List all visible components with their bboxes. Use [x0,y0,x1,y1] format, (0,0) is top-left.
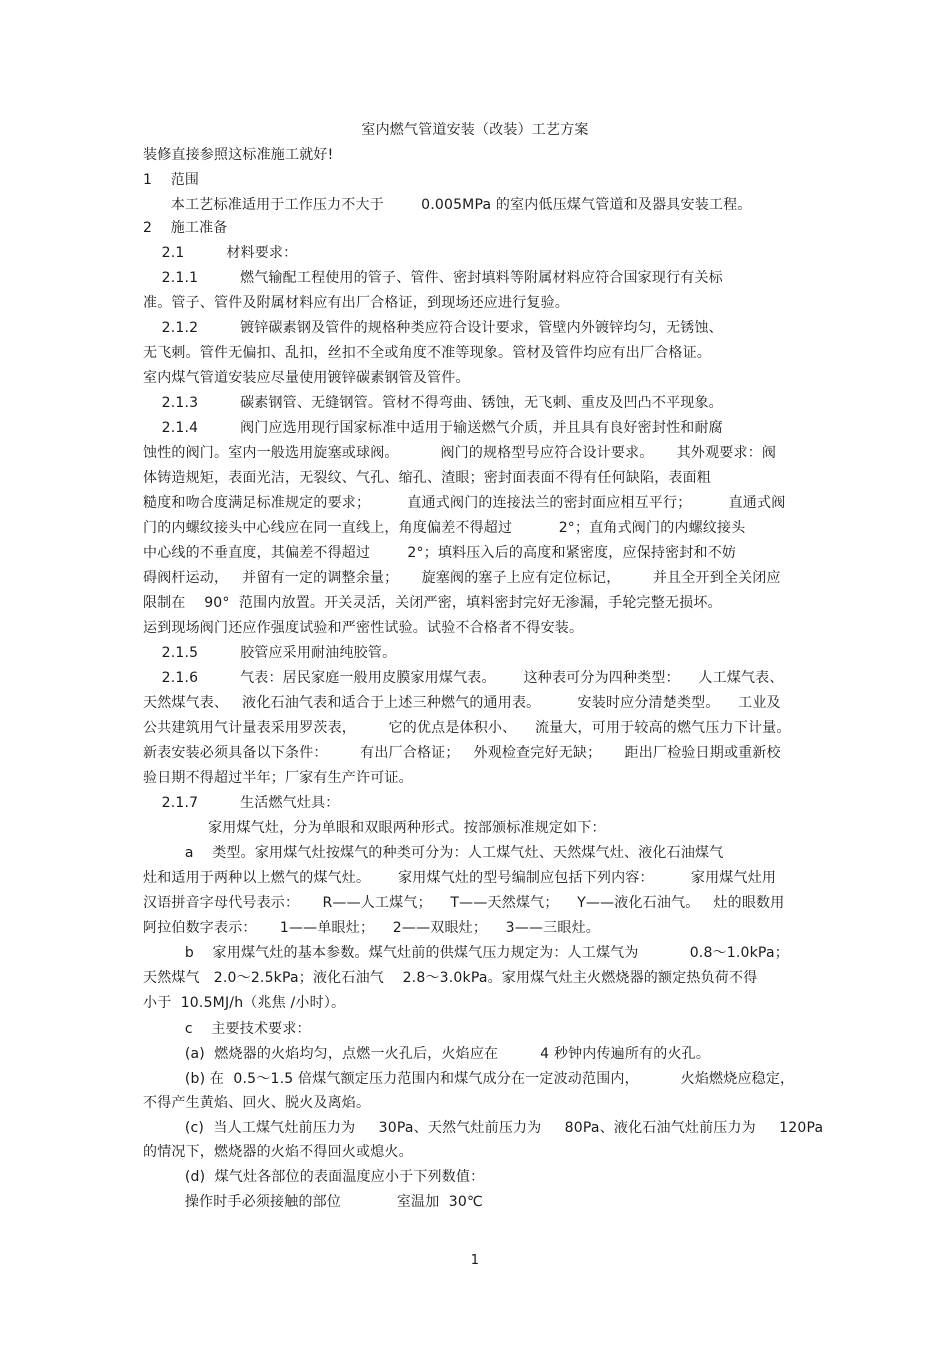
text-line: 2.1.1 燃气输配工程使用的管子、管件、密封填料等附属材料应符合国家现行有关标 [143,270,723,286]
text-line: 体铸造规矩，表面光洁，无裂纹、气孔、缩孔、渣眼；密封面表面不得有任何缺陷，表面粗 [143,470,711,486]
text-line: 门的内螺纹接头中心线应在同一直线上，角度偏差不得超过 2°；直角式阀门的内螺纹接头 [143,520,746,536]
text-line: 天然煤气表、 液化石油气表和适合于上述三种燃气的通用表。 安装时应分清楚类型。 工业及 [143,695,781,711]
text-line: (b) 在 0.5～1.5 倍煤气额定压力范围内和煤气成分在一定波动范围内， 火焰燃烧应稳定， [143,1071,795,1087]
text-line: (a) 燃烧器的火焰均匀，点燃一火孔后，火焰应在 4 秒钟内传遍所有的火孔。 [143,1046,711,1062]
text-line: 糙度和吻合度满足标准规定的要求； 直通式阀门的连接法兰的密封面应相互平行； 直通式阀 [143,495,786,511]
text-line: 准。管子、管件及附属材料应有出厂合格证，到现场还应进行复验。 [143,295,569,311]
text-line: 运到现场阀门还应作强度试验和严密性试验。试验不合格者不得安装。 [143,620,584,636]
text-line: 无飞刺。管件无偏扣、乱扣，丝扣不全或角度不准等现象。管材及管件均应有出厂合格证。 [143,345,711,361]
text-line: 2.1.2 镀锌碳素钢及管件的规格种类应符合设计要求，管壁内外镀锌均匀，无锈蚀、 [143,320,723,336]
text-line: b 家用煤气灶的基本参数。煤气灶前的供煤气压力规定为：人工煤气为 0.8～1.0kPa； [143,945,789,961]
text-line: 限制在 90° 范围内放置。开关灵活，关闭严密，填料密封完好无渗漏，手轮完整无损坏。 [143,595,722,611]
text-line: 新表安装必须具备以下条件： 有出厂合格证； 外观检查完好无缺； 距出厂检验日期或重新校 [143,745,781,761]
text-line: 不得产生黄焰、回火、脱火及离焰。 [143,1095,371,1111]
text-line: 中心线的不垂直度，其偏差不得超过 2°；填料压入后的高度和紧密度，应保持密封和不妨 [143,545,737,561]
text-line: 操作时手必须接触的部位 室温加 30℃ [143,1194,483,1210]
text-line: a 类型。家用煤气灶按煤气的种类可分为：人工煤气灶、天然煤气灶、液化石油煤气 [143,845,724,861]
text-line: 灶和适用于两种以上燃气的煤气灶。 家用煤气灶的型号编制应包括下列内容： 家用煤气灶用 [143,870,777,886]
text-line: 2.1.3 碳素钢管、无缝钢管。管材不得弯曲、锈蚀，无飞刺、重皮及凹凸不平现象。 [143,395,723,411]
text-line: (c) 当人工煤气灶前压力为 30Pa、天然气灶前压力为 80Pa、液化石油气灶前压力为 120Pa [143,1120,824,1136]
text-line: 蚀性的阀门。室内一般选用旋塞或球阀。 阀门的规格型号应符合设计要求。 其外观要求：阀 [143,445,777,461]
text-line: 本工艺标准适用于工作压力不大于 0.005MPa 的室内低压煤气管道和及器具安装工程。 [143,197,752,213]
text-line: 室内煤气管道安装应尽量使用镀锌碳素钢管及管件。 [143,370,470,386]
text-line: 2.1.7 生活燃气灶具： [143,795,340,811]
text-line: 小于 10.5MJ/h（兆焦 /小时）。 [143,995,346,1011]
document-title: 室内燃气管道安装（改装）工艺方案 [361,122,589,138]
text-line: 2.1 材料要求： [143,245,298,261]
text-line: 天然煤气 2.0～2.5kPa；液化石油气 2.8～3.0kPa。家用煤气灶主火燃烧器的额定热负荷不得 [143,970,758,986]
text-line: 装修直接参照这标准施工就好! [143,147,334,163]
text-line: 家用煤气灶，分为单眼和双眼两种形式。按部颁标准规定如下： [143,820,606,836]
section-heading: 2 施工准备 [143,220,228,236]
text-line: c 主要技术要求： [143,1021,311,1037]
text-line: 阿拉伯数字表示： 1——单眼灶； 2——双眼灶； 3——三眼灶。 [143,920,600,936]
text-line: 碍阀杆运动， 并留有一定的调整余量； 旋塞阀的塞子上应有定位标记， 并且全开到全关闭应 [143,570,781,586]
text-line: 2.1.4 阀门应选用现行国家标准中适用于输送燃气介质，并且具有良好密封性和耐腐 [143,420,723,436]
page-number: 1 [470,1253,480,1268]
text-line: 验日期不得超过半年；厂家有生产许可证。 [143,770,413,786]
section-heading: 1 范围 [143,172,200,188]
text-line: 汉语拼音字母代号表示： R——人工煤气； T——天然煤气； Y——液化石油气。 灶的眼数用 [143,895,785,911]
text-line: 2.1.5 胶管应采用耐油纯胶管。 [143,645,397,661]
text-line: 公共建筑用气计量表采用罗茨表， 它的优点是体积小、 流量大，可用于较高的燃气压力下计量。 [143,720,791,736]
text-line: 2.1.6 气表：居民家庭一般用皮膜家用煤气表。 这种表可分为四种类型： 人工煤气表、 [143,670,784,686]
text-line: 的情况下，燃烧器的火焰不得回火或熄火。 [143,1144,413,1160]
text-line: (d) 煤气灶各部位的表面温度应小于下列数值： [143,1169,485,1185]
